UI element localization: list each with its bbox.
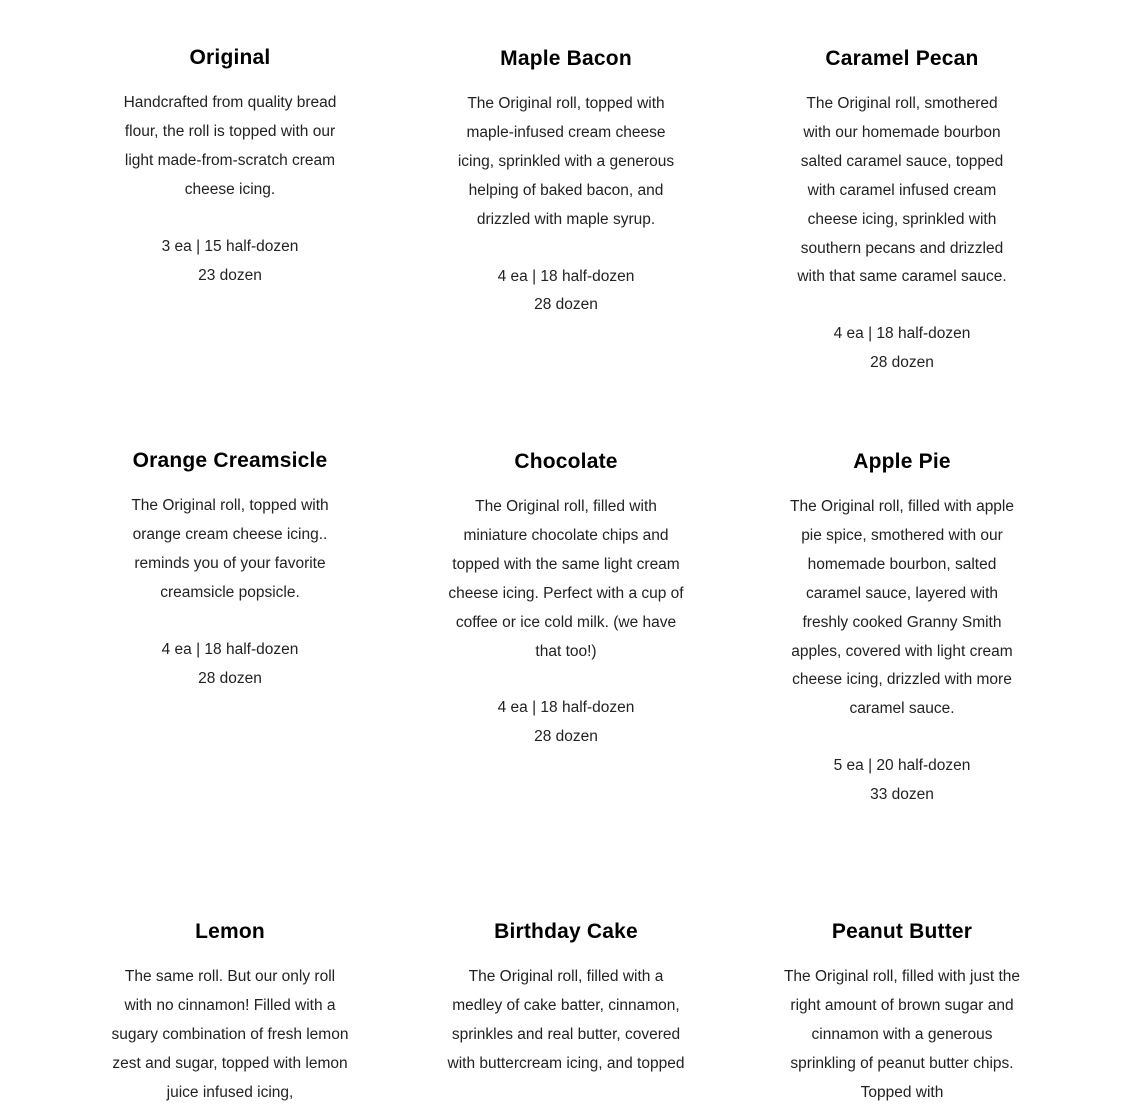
item-description: The Original roll, filled with just the right amount of brown sugar and cinnamon with a generous sprinkling of peanut butter chips. Topped with bbox=[783, 968, 1021, 1101]
item-description: The Original roll, filled with miniature chocolate chips and topped with the same light cream cheese icing. Perfect with a cup of coffee or ice cold milk. (we have that too!) bbox=[448, 498, 684, 660]
item-title: Lemon bbox=[195, 920, 265, 943]
price-dozen: 28 dozen bbox=[534, 296, 598, 314]
price-each-half-dozen: 4 ea | 18 half-dozen bbox=[833, 325, 971, 343]
price-each-half-dozen: 4 ea | 18 half-dozen bbox=[161, 640, 299, 658]
item-title: Peanut Butter bbox=[831, 920, 973, 943]
price-each-half-dozen: 4 ea | 18 half-dozen bbox=[497, 699, 635, 717]
menu-item-lemon bbox=[111, 919, 349, 1108]
menu-item-apple-pie bbox=[787, 449, 1017, 810]
item-title: Apple Pie bbox=[853, 450, 951, 473]
menu-item-original bbox=[115, 45, 345, 290]
menu-item-peanut-butter bbox=[783, 919, 1021, 1108]
item-description: The Original roll, topped with orange cream cheese icing.. reminds you of your favorite creamsicle popsicle. bbox=[131, 497, 329, 601]
item-description: Handcrafted from quality bread flour, the roll is topped with our light made-from-scratch cream cheese icing. bbox=[123, 94, 337, 198]
price-each-half-dozen: 3 ea | 15 half-dozen bbox=[161, 237, 299, 255]
item-title: Chocolate bbox=[514, 450, 618, 473]
item-title: Orange Creamsicle bbox=[132, 449, 328, 472]
item-description: The Original roll, topped with maple-infused cream cheese icing, sprinkled with a generous helping of baked bacon, and drizzled with maple syrup. bbox=[457, 95, 675, 228]
item-price bbox=[787, 320, 1017, 378]
item-title: Maple Bacon bbox=[500, 47, 632, 70]
item-description: The Original roll, smothered with our homemade bourbon salted caramel sauce, topped with caramel infused cream cheese icing, sprinkled with southern pecans and drizzled with that same caramel sauce. bbox=[797, 95, 1007, 286]
price-each-half-dozen: 4 ea | 18 half-dozen bbox=[497, 267, 635, 285]
price-each-half-dozen: 5 ea | 20 half-dozen bbox=[833, 757, 971, 775]
menu-item-birthday-cake bbox=[447, 919, 685, 1079]
price-dozen: 28 dozen bbox=[534, 728, 598, 746]
item-title: Caramel Pecan bbox=[825, 47, 979, 70]
item-title: Birthday Cake bbox=[494, 920, 638, 943]
item-price bbox=[451, 694, 681, 752]
menu-item-orange-creamsicle bbox=[115, 448, 345, 693]
item-price bbox=[115, 636, 345, 694]
menu-item-caramel-pecan bbox=[787, 46, 1017, 378]
item-price bbox=[787, 752, 1017, 810]
item-description: The Original roll, filled with a medley of cake batter, cinnamon, sprinkles and real butter, covered with buttercream icing, and topped bbox=[447, 968, 685, 1072]
price-dozen: 23 dozen bbox=[198, 266, 262, 284]
price-dozen: 33 dozen bbox=[870, 786, 934, 804]
menu-item-chocolate bbox=[448, 449, 684, 752]
item-description: The same roll. But our only roll with no cinnamon! Filled with a sugary combination of fresh lemon zest and sugar, topped with lemon juice infused icing, bbox=[111, 968, 349, 1101]
price-dozen: 28 dozen bbox=[870, 354, 934, 372]
menu-item-maple-bacon bbox=[451, 46, 681, 320]
item-price bbox=[115, 233, 345, 291]
item-title: Original bbox=[189, 46, 271, 69]
price-dozen: 28 dozen bbox=[198, 669, 262, 687]
item-price bbox=[451, 263, 681, 321]
item-description: The Original roll, filled with apple pie spice, smothered with our homemade bourbon, salted caramel sauce, layered with freshly cooked Granny Smith apples, covered with light cream cheese icing, drizzled with more caramel sauce. bbox=[790, 498, 1014, 718]
